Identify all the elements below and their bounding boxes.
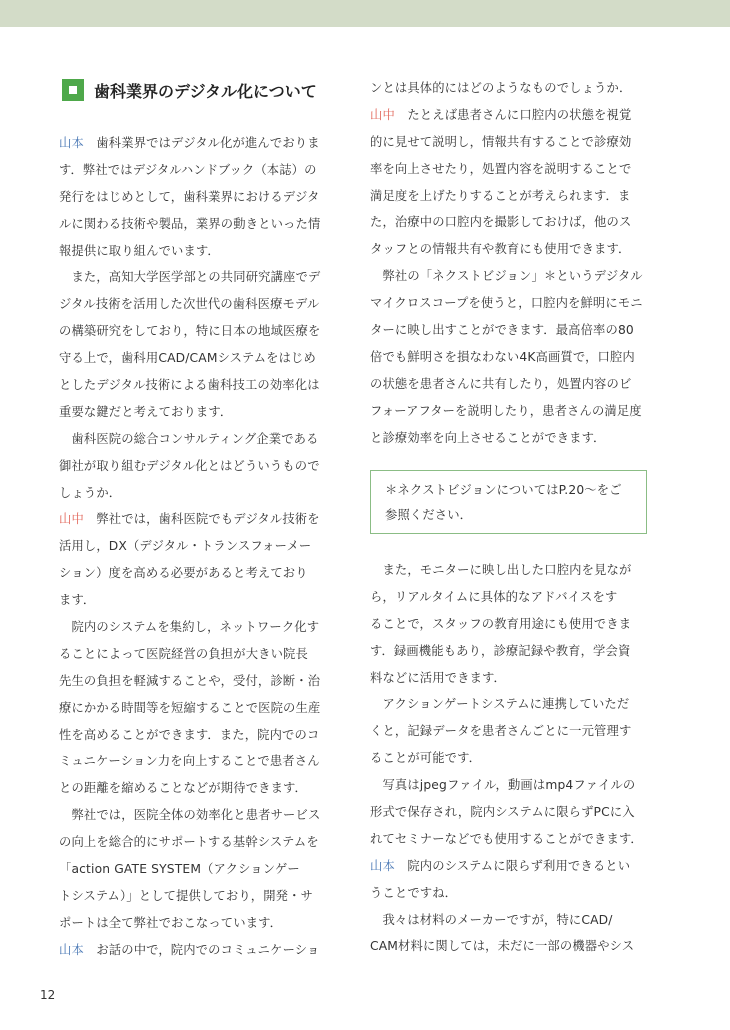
text-line [59,668,340,695]
text-segment: くと，記録データを患者さんごとに一元管理す [370,724,632,739]
text-line [370,745,651,772]
text-line [59,910,340,937]
text-line [385,503,646,528]
text-line [370,236,651,263]
text-segment: ＊ネクストビジョンについてはP.20～をご [385,483,622,497]
speaker-name: 山本 [59,136,84,150]
text-segment: 先生の負担を軽減することや，受付，診断・治 [59,673,321,688]
text-segment: 率を向上させたり，処置内容を説明することで [370,161,632,176]
text-line [59,264,340,291]
text-segment: 形式で保存され，院内システムに限らずPCに入 [370,805,635,820]
text-segment: 活用し，DX（デジタル・トランスフォーメー [59,539,312,554]
speaker-name: 山中 [370,107,395,122]
text-segment: 発行をはじめとして，歯科業界におけるデジタ [59,189,320,204]
text-line [370,799,651,826]
text-segment: 院内のシステムに限らず利用できるとい [394,858,631,873]
text-line [370,772,651,799]
text-segment: 守る上で，歯科用CAD/CAMシステムをはじめ [59,351,316,366]
text-line [370,557,651,584]
text-line [59,829,340,856]
text-segment: としたデジタル技術による歯科技工の効率化は [59,378,320,393]
text-line [385,478,646,503]
square-bullet-icon [62,79,84,101]
text-segment: の状態を患者さんに共有したり，処置内容のビ [370,376,632,391]
text-line [370,933,651,960]
text-segment: アクションゲートシステムに連携していただ [370,697,630,712]
text-line [59,453,340,480]
text-line [370,907,651,934]
speaker-name: 山中 [59,512,84,527]
text-line [59,506,340,533]
text-segment: 歯科医院の総合コンサルティング企業である [59,431,319,446]
text-segment: ション）度を高める必要があると考えており [59,566,308,581]
text-line [59,722,340,749]
text-line [59,802,340,829]
text-segment: 料などに活用できます． [370,670,506,685]
text-segment: マイクロスコープを使うと，口腔内を鮮明にモニ [370,296,643,311]
text-line [59,238,340,265]
text-line [59,157,340,184]
text-segment: ることが可能です． [370,751,482,766]
text-segment: 満足度を上げたりすることが考えられます．ま [370,188,631,203]
text-segment: 「action GATE SYSTEM（アクションゲー [59,862,300,877]
text-segment: す．録画機能もあり，診療記録や教育，学会資 [370,643,631,658]
text-segment: た，治療中の口腔内を撮影しておけば，他のス [370,215,632,230]
text-segment: ポートは全て弊社でおこなっています． [59,915,283,930]
text-line [370,102,651,129]
text-line [370,398,651,425]
section-title: 歯科業界のデジタル化について [94,81,317,101]
text-line [59,856,340,883]
text-segment: との距離を縮めることなどが期待できます． [59,781,307,796]
text-line [59,587,340,614]
note-box [370,470,647,534]
text-line [59,695,340,722]
text-line [370,317,651,344]
speaker-name: 山本 [59,942,84,957]
text-line [370,665,651,692]
page-number: 12 [40,988,56,1002]
text-line [370,826,651,853]
text-segment: しょうか． [59,485,122,500]
right-column-lower [370,557,651,960]
speaker-name: 山本 [370,858,395,873]
text-line [59,533,340,560]
text-line [59,130,340,157]
text-segment: の向上を総合的にサポートする基幹システムを [59,835,319,850]
text-segment: ら，リアルタイムに具体的なアドバイスをす [370,589,618,604]
text-line [59,345,340,372]
text-line [370,718,651,745]
text-segment: 性を高めることができます．また，院内でのコ [59,727,320,742]
text-line [370,853,651,880]
text-segment: の構築研究をしており，特に日本の地域医療を [59,324,321,339]
text-segment: す．弊社ではデジタルハンドブック（本誌）の [59,162,317,177]
text-segment: ることによって医院経営の負担が大きい院長 [59,646,308,661]
text-segment: ミュニケーション力を向上することで患者さん [59,754,320,769]
text-line [370,425,651,452]
text-segment: ターに映し出すことができます．最高倍率の80 [370,323,634,338]
text-segment: お話の中で，院内でのコミュニケーショ [83,942,320,957]
text-segment: 的に見せて説明し，情報共有することで診療効 [370,134,632,149]
text-line [59,937,340,964]
text-line [59,372,340,399]
text-line [59,426,340,453]
text-line [370,880,651,907]
text-line [59,614,340,641]
text-segment: ンとは具体的にはどのようなものでしょうか． [370,81,632,95]
text-segment: 我々は材料のメーカーですが，特にCAD/ [370,912,613,927]
text-segment: ることで，スタッフの教育用途にも使用できま [370,616,632,631]
text-line [59,748,340,775]
text-line [370,156,651,183]
text-line [370,290,651,317]
header-band [0,0,730,27]
text-segment: 参照ください． [385,508,473,522]
text-line [370,584,651,611]
text-segment: また，高知大学医学部との共同研究講座でデ [59,270,321,285]
left-column [59,130,340,964]
text-line [370,691,651,718]
text-line [370,611,651,638]
text-line [370,263,651,290]
text-line [59,399,340,426]
text-line [59,883,340,910]
text-segment: うことですね． [370,885,458,900]
right-column-upper [370,75,651,451]
text-line [59,775,340,802]
text-segment: 弊社の「ネクストビジョン」＊というデジタル [370,269,643,284]
text-segment: 弊社では，歯科医院でもデジタル技術を [83,512,320,527]
text-segment: CAM材料に関しては，未だに一部の機器やシス [370,939,635,954]
text-segment: 倍でも鮮明さを損なわない4K高画質で，口腔内 [370,349,635,364]
text-line [370,371,651,398]
text-segment: ルに関わる技術や製品，業界の動きといった情 [59,216,321,231]
text-segment: フォーアフターを説明したり，患者さんの満足度 [370,403,642,418]
text-segment: トシステム）」として提供しており，開発・サ [59,888,314,903]
text-segment: と診療効率を向上させることができます． [370,430,606,445]
text-segment: 重要な鍵だと考えております． [59,404,233,419]
text-line [59,480,340,507]
text-line [59,291,340,318]
text-segment: れてセミナーなどでも使用することができます． [370,831,643,846]
text-segment: ジタル技術を活用した次世代の歯科医療モデル [59,297,320,312]
text-segment: ます． [59,593,96,608]
text-line [370,75,651,102]
text-line [59,184,340,211]
text-segment: 院内のシステムを集約し，ネットワーク化す [59,620,320,635]
text-line [59,211,340,238]
text-segment: 御社が取り組むデジタル化とはどういうもので [59,458,320,473]
text-segment: たとえば患者さんに口腔内の状態を視覚 [394,107,632,122]
text-line [370,638,651,665]
text-segment: また，モニターに映し出した口腔内を見なが [370,563,632,577]
text-segment: 写真はjpegファイル，動画はmp4ファイルの [370,778,636,793]
text-segment: 歯科業界ではデジタル化が進んでおりま [83,136,320,150]
text-line [370,344,651,371]
section-heading [62,77,342,103]
text-segment: 弊社では，医院全体の効率化と患者サービス [59,808,321,823]
text-line [59,641,340,668]
text-line [370,129,651,156]
text-line [59,318,340,345]
text-line [370,183,651,210]
text-segment: 報提供に取り組んでいます． [59,243,220,258]
text-segment: 療にかかる時間等を短縮することで医院の生産 [59,700,321,715]
text-line [370,209,651,236]
text-segment: タッフとの情報共有や教育にも使用できます． [370,242,631,257]
text-line [59,560,340,587]
